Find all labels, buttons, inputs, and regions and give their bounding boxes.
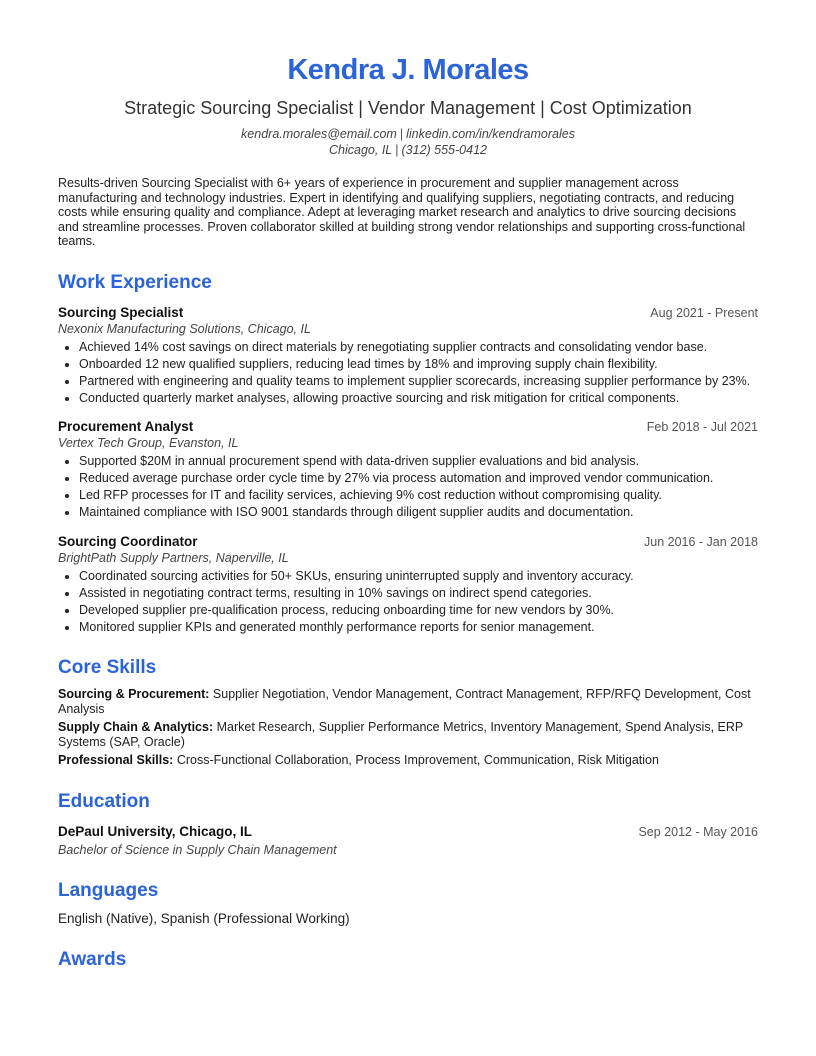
email-link[interactable]: kendra.morales@email.com (241, 127, 397, 141)
bullet-item: • Conducted quarterly market analyses, allowing proactive sourcing and risk mitigation for critical components. (79, 391, 758, 406)
education-dates: Sep 2012 - May 2016 (638, 825, 758, 839)
headline: Strategic Sourcing Specialist | Vendor Management | Cost Optimization (124, 98, 692, 118)
contact-separator: | (399, 127, 404, 141)
contact-line-2 (58, 142, 758, 158)
contact-block (58, 126, 758, 158)
job-bullets (58, 569, 758, 635)
bullet-item: • Assisted in negotiating contract terms, resulting in 10% savings on indirect spend categories. (79, 586, 758, 601)
summary-paragraph: Results-driven Sourcing Specialist with 6+ years of experience in procurement and supplier management across manufacturing and technology industries. Expert in identifying and qualifying suppliers, negotiating contracts, and reducing costs while ensuring quality and compliance. Adept at leveraging market research and analytics to drive sourcing decisions and streamline processes. Proven collaborator skilled at building strong vendor relationships and supporting cross-functional teams. (58, 176, 746, 248)
skill-category: Professional Skills: (58, 753, 174, 767)
section-title-languages: Languages (58, 880, 159, 901)
skill-values: Supplier Negotiation, Vendor Management, Contract Management, RFP/RFQ Development, Cost Analysis (58, 687, 751, 716)
languages-text: English (Native), Spanish (Professional Working) (58, 911, 350, 926)
job-company: BrightPath Supply Partners, Naperville, IL (58, 550, 289, 565)
location-text: Chicago, IL (329, 143, 393, 157)
skills-list (58, 687, 758, 768)
skill-values: Market Research, Supplier Performance Metrics, Inventory Management, Spend Analysis, ERP Systems (SAP, Oracle) (58, 720, 744, 749)
bullet-item: • Led RFP processes for IT and facility services, achieving 9% cost reduction without compromising quality. (79, 488, 758, 503)
job-company: Vertex Tech Group, Evanston, IL (58, 436, 239, 450)
section-title-experience: Work Experience (58, 271, 212, 293)
phone-text: (312) 555-0412 (401, 143, 487, 157)
experience-list (58, 305, 758, 635)
bullet-item: • Achieved 14% cost savings on direct materials by renegotiating supplier contracts and consolidating vendor base. (79, 340, 758, 355)
skill-values: Cross-Functional Collaboration, Process Improvement, Communication, Risk Mitigation (176, 753, 659, 767)
job-dates: Feb 2018 - Jul 2021 (646, 420, 758, 434)
bullet-item: • Maintained compliance with ISO 9001 standards through diligent supplier audits and documentation. (79, 505, 758, 520)
skill-line (58, 687, 758, 717)
job-entry (58, 534, 758, 635)
contact-separator: | (395, 143, 399, 157)
job-bullets (58, 454, 758, 520)
education-entry (58, 824, 758, 857)
job-entry (58, 419, 758, 520)
contact-line-1 (58, 126, 758, 142)
job-entry (58, 305, 758, 406)
job-company: Nexonix Manufacturing Solutions, Chicago, IL (58, 321, 311, 336)
skill-category: Supply Chain & Analytics: (58, 720, 214, 734)
bullet-item: • Coordinated sourcing activities for 50+ SKUs, ensuring uninterrupted supply and inventory accuracy. (79, 569, 758, 584)
job-bullets (58, 340, 758, 406)
job-title: Sourcing Specialist (58, 304, 184, 320)
bullet-item: • Monitored supplier KPIs and generated monthly performance reports for senior management. (79, 620, 758, 635)
linkedin-link[interactable]: linkedin.com/in/kendramorales (406, 127, 575, 141)
school-name: DePaul University, Chicago, IL (58, 824, 253, 839)
section-title-education: Education (58, 791, 150, 812)
job-title: Procurement Analyst (58, 419, 194, 434)
job-dates: Aug 2021 - Present (650, 305, 758, 320)
degree-text: Bachelor of Science in Supply Chain Management (58, 843, 337, 857)
bullet-item: • Reduced average purchase order cycle time by 27% via process automation and improved vendor communication. (79, 471, 758, 486)
skill-line (58, 720, 758, 750)
skill-category: Sourcing & Procurement: (58, 687, 210, 701)
job-dates: Jun 2016 - Jan 2018 (644, 534, 758, 549)
skill-line (58, 753, 758, 768)
bullet-item: • Onboarded 12 new qualified suppliers, reducing lead times by 18% and improving supply chain flexibility. (79, 357, 758, 372)
bullet-item: • Developed supplier pre-qualification process, reducing onboarding time for new vendors by 30%. (79, 603, 758, 618)
section-title-awards: Awards (58, 949, 127, 970)
bullet-item: • Partnered with engineering and quality teams to implement supplier scorecards, increasing supplier performance by 23%. (79, 374, 758, 389)
section-title-skills: Core Skills (58, 657, 157, 678)
job-title: Sourcing Coordinator (58, 533, 198, 549)
candidate-name: Kendra J. Morales (287, 54, 529, 86)
bullet-item: • Supported $20M in annual procurement spend with data-driven supplier evaluations and bid analysis. (79, 454, 758, 469)
